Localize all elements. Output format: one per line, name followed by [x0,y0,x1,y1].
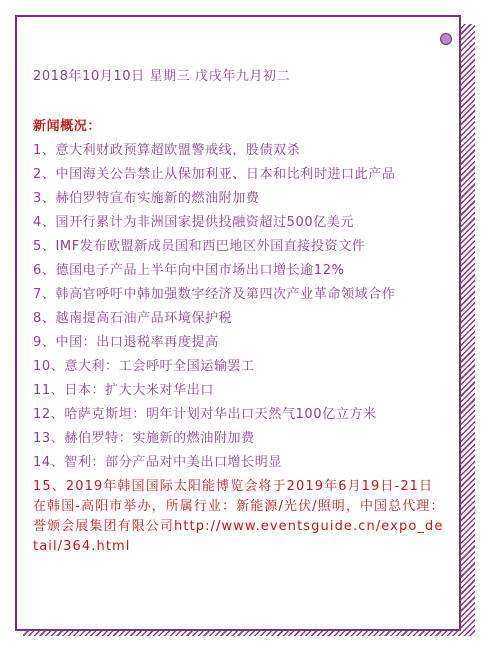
news-item: 7、韩高官呼吁中韩加强数字经济及第四次产业革命领域合作 [33,287,396,302]
news-content [33,67,447,561]
news-item: 4、国开行累计为非洲国家提供投融资超过500亿美元 [33,215,355,230]
news-item: 11、日本：扩大大米对华出口 [33,383,214,398]
date-line: 2018年10月10日 星期三 戊戌年九月初二 [33,69,291,84]
news-item: 9、中国：出口退税率再度提高 [33,335,219,350]
news-item-expo-link[interactable]: 15、2019年韩国国际太阳能博览会将于2019年6月19日-21日在韩国-高阳市举办，所属行业：新能源/光伏/照明，中国总代理：誉颁会展集团有限公司http://www.eventsguide.cn/expo_detail/364.html [33,479,445,554]
circle-dot-icon [440,33,452,45]
news-item: 8、越南提高石油产品环境保护税 [33,311,233,326]
overview-title: 新闻概况： [33,119,102,134]
news-item: 10、意大利：工会呼吁全国运输罢工 [33,359,255,374]
news-item: 6、德国电子产品上半年向中国市场出口增长逾12% [33,263,345,278]
news-item: 5、IMF发布欧盟新成员国和西巴地区外国直接投资文件 [33,239,366,254]
news-item: 14、智利：部分产品对中美出口增长明显 [33,455,282,470]
news-list [33,141,447,557]
news-item: 2、中国海关公告禁止从保加利亚、日本和比利时进口此产品 [33,167,396,182]
news-item: 12、哈萨克斯坦：明年计划对华出口天然气100亿立方米 [33,407,377,422]
news-item: 3、赫伯罗特宣布实施新的燃油附加费 [33,191,260,206]
news-card [15,15,461,631]
news-item: 13、赫伯罗特：实施新的燃油附加费 [33,431,255,446]
news-item: 1、意大利财政预算超欧盟警戒线，股债双杀 [33,143,301,158]
